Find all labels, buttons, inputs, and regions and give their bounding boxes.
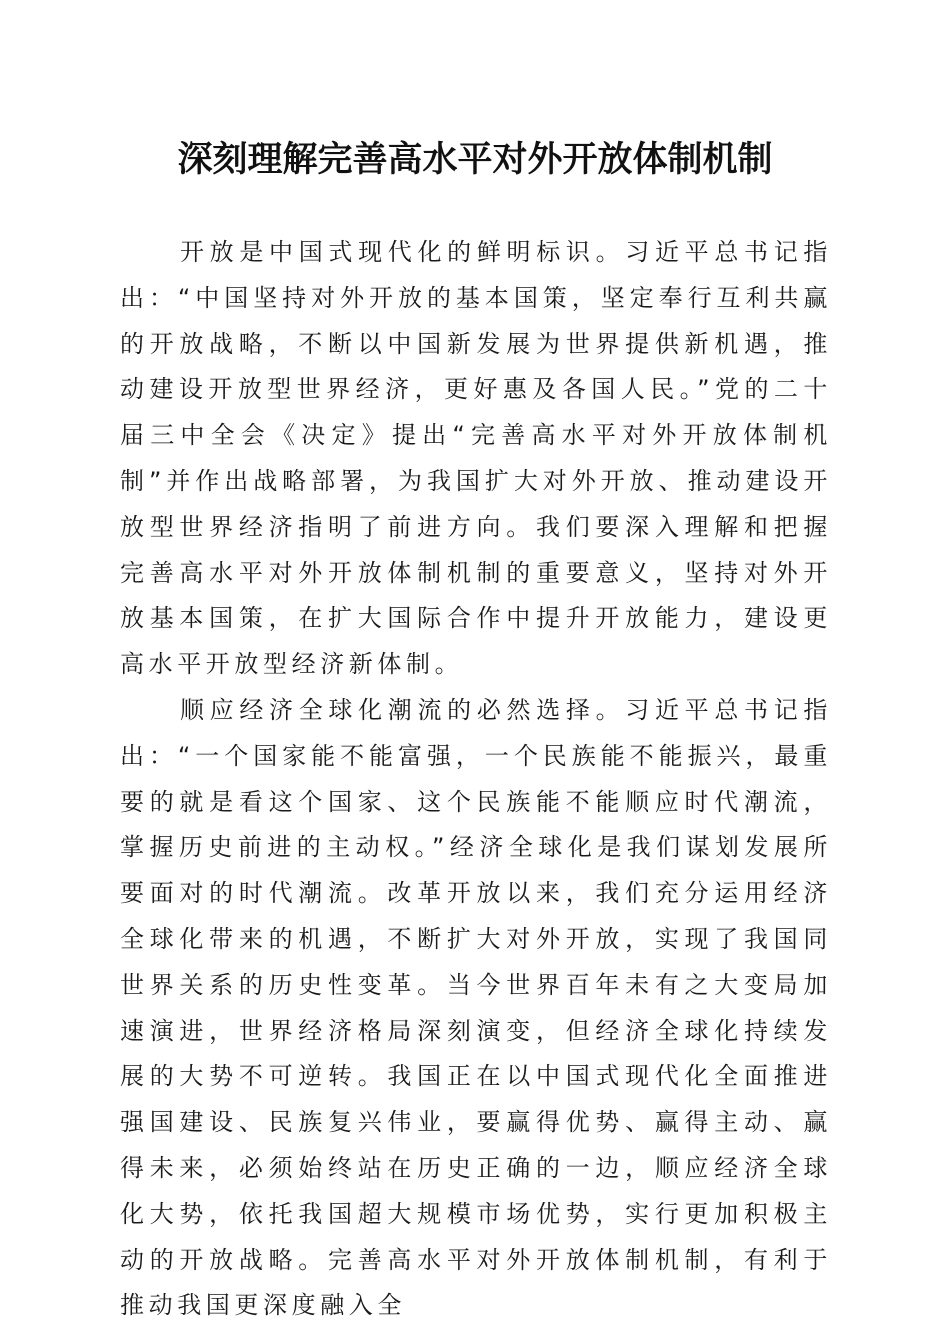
document-title: 深刻理解完善高水平对外开放体制机制 xyxy=(177,139,773,180)
document-body xyxy=(120,230,832,1329)
paragraph-2: 顺应经济全球化潮流的必然选择。习近平总书记指出：“一个国家能不能富强，一个民族能不能振兴，最重要的就是看这个国家、这个民族能不能顺应时代潮流，掌握历史前进的主动权。”经济全球化是我们谋划发展所要面对的时代潮流。改革开放以来，我们充分运用经济全球化带来的机遇，不断扩大对外开放，实现了我国同世界关系的历史性变革。当今世界百年未有之大变局加速演进，世界经济格局深刻演变，但经济全球化持续发展的大势不可逆转。我国正在以中国式现代化全面推进强国建设、民族复兴伟业，要赢得优势、赢得主动、赢得未来，必须始终站在历史正确的一边，顺应经济全球化大势，依托我国超大规模市场优势，实行更加积极主动的开放战略。完善高水平对外开放体制机制，有利于推动我国更深度融入全 xyxy=(120,695,832,1320)
paragraph-1: 开放是中国式现代化的鲜明标识。习近平总书记指出：“中国坚持对外开放的基本国策，坚定奉行互利共赢的开放战略，不断以中国新发展为世界提供新机遇，推动建设开放型世界经济，更好惠及各国人民。”党的二十届三中全会《决定》提出“完善高水平对外开放体制机制”并作出战略部署，为我国扩大对外开放、推动建设开放型世界经济指明了前进方向。我们要深入理解和把握完善高水平对外开放体制机制的重要意义，坚持对外开放基本国策，在扩大国际合作中提升开放能力，建设更高水平开放型经济新体制。 xyxy=(120,238,832,679)
